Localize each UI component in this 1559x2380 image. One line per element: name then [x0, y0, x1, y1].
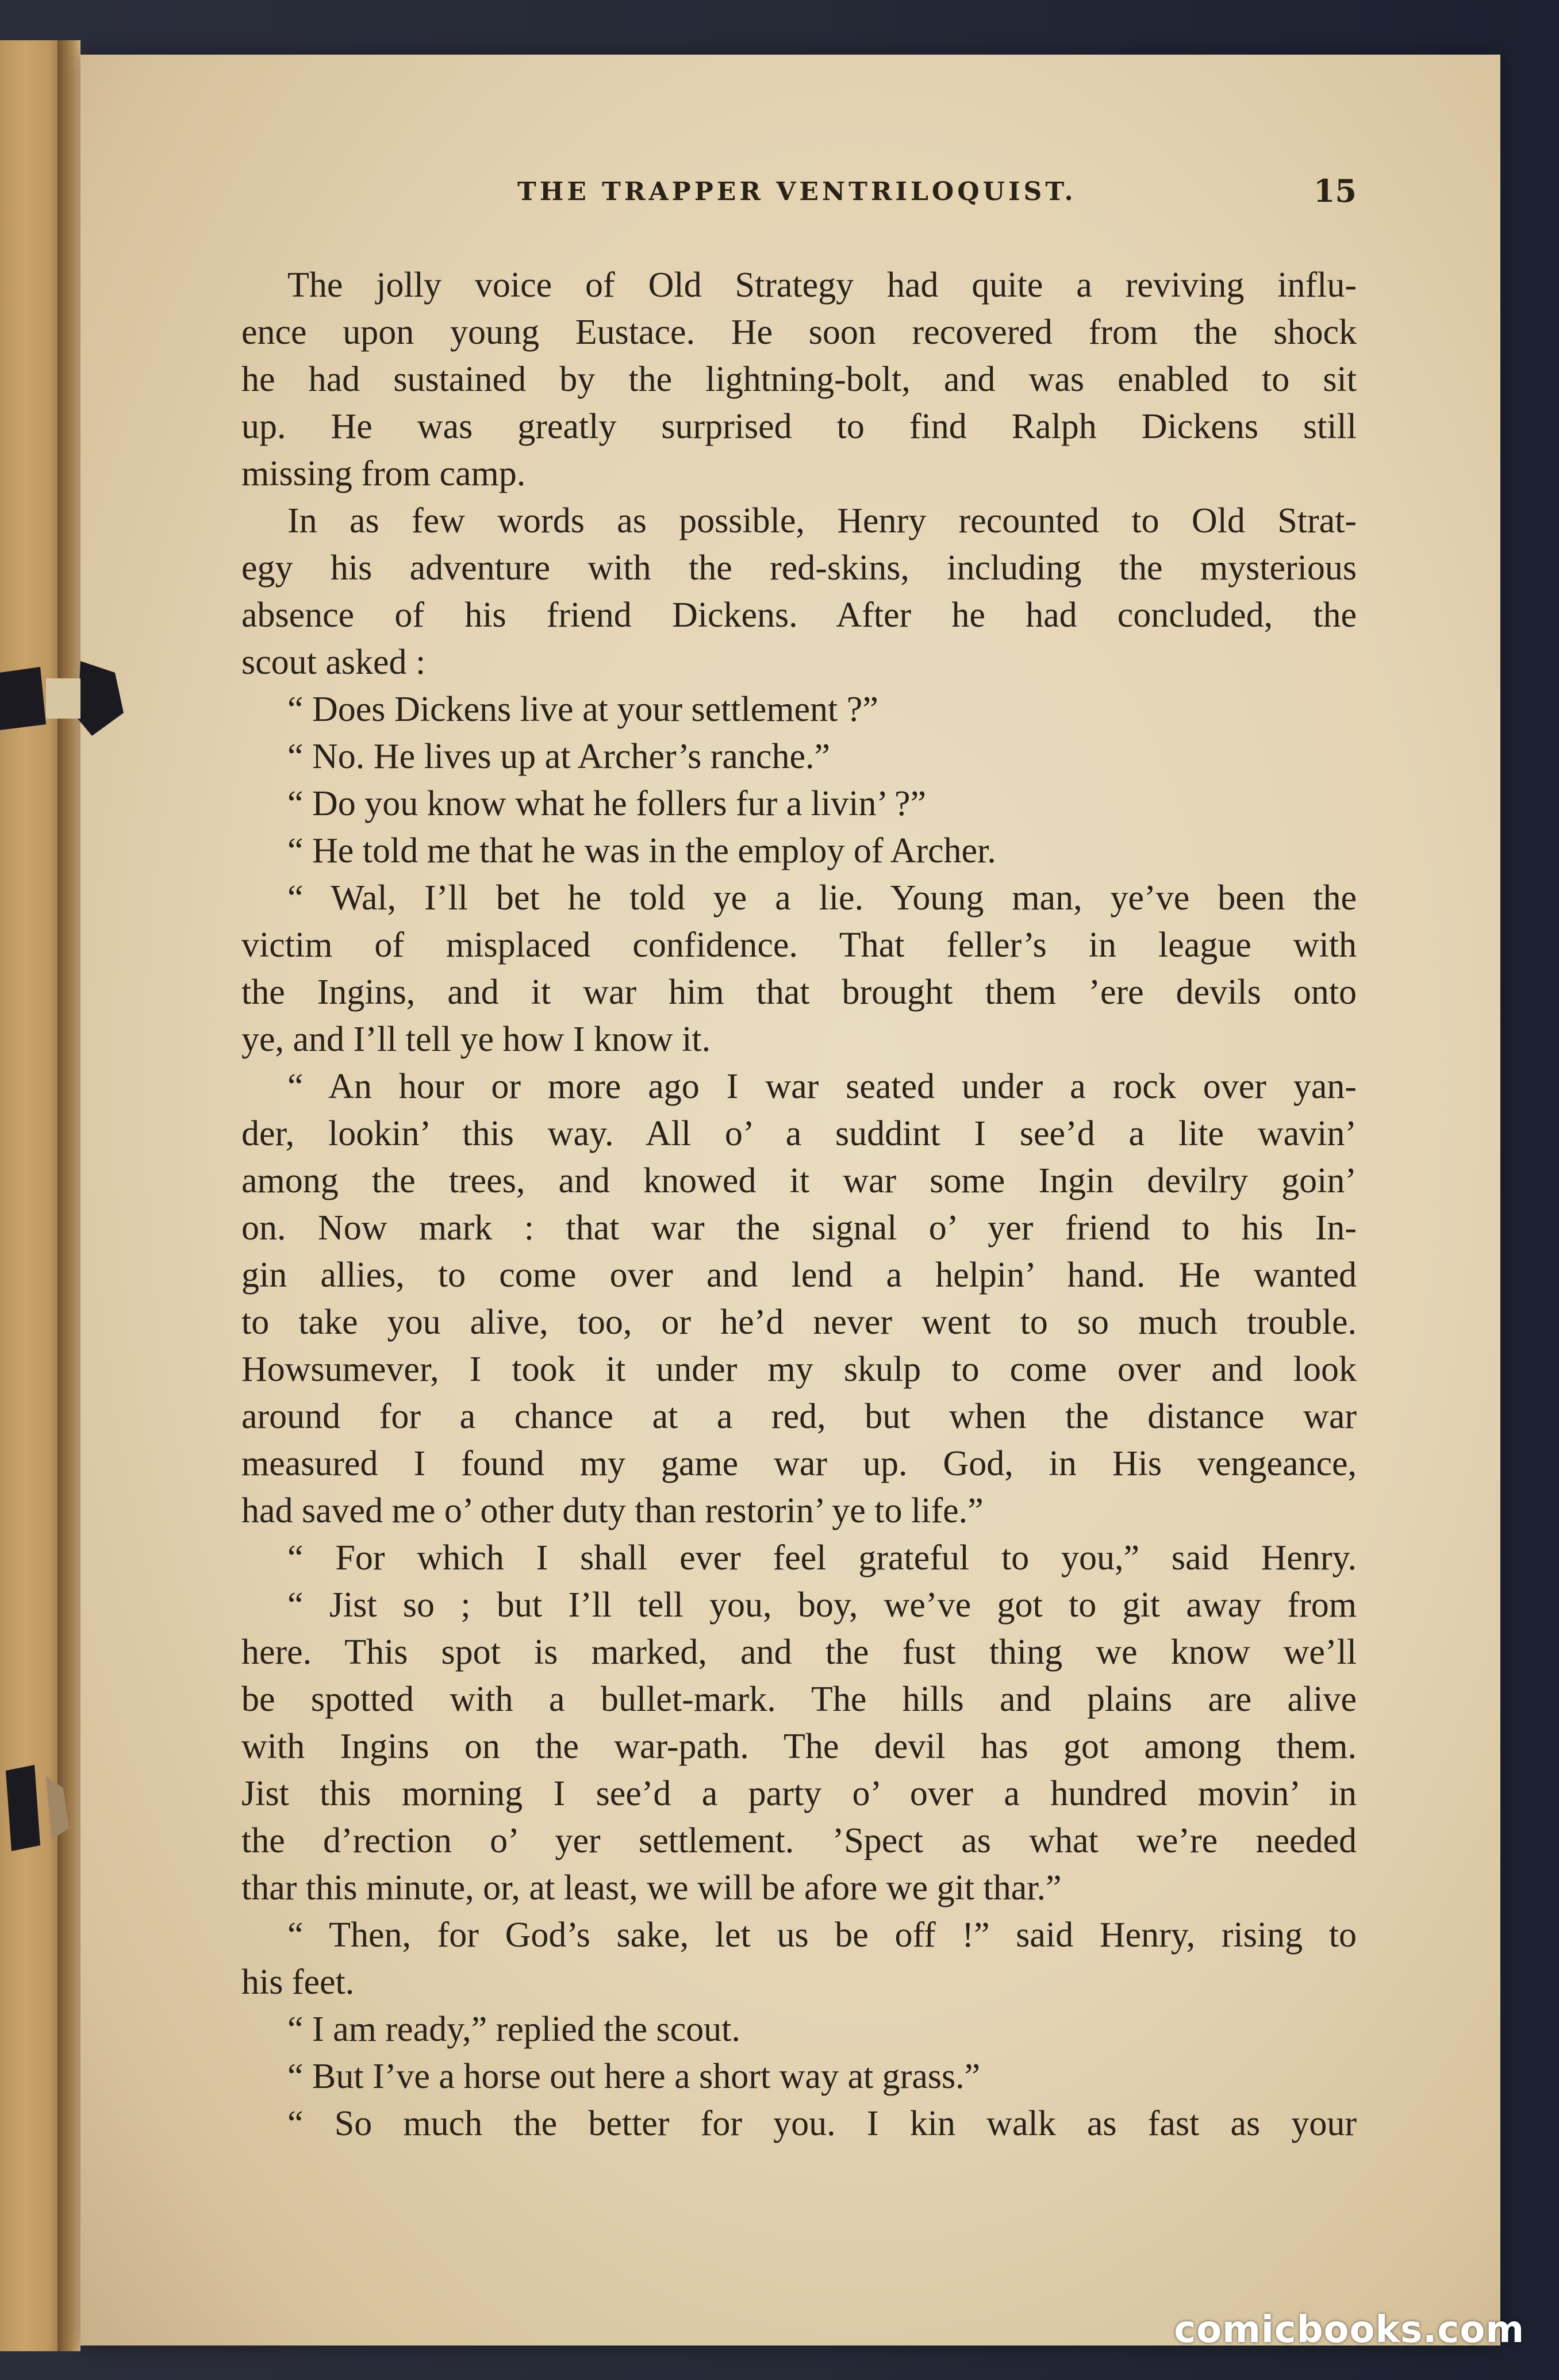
text-line: gin allies, to come over and lend a helpin’ hand. He wanted [241, 1256, 1357, 1295]
text-line: with Ingins on the war-path. The devil has got among them. [241, 1727, 1357, 1766]
text-line: Jist this morning I see’d a party o’ over a hundred movin’ in [241, 1774, 1357, 1813]
text-line: “ I am ready,” replied the scout. [287, 2010, 740, 2049]
text-line: der, lookin’ this way. All o’ a suddint I see’d a lite wavin’ [241, 1114, 1357, 1153]
text-line: here. This spot is marked, and the fust thing we know we’ll [241, 1633, 1357, 1672]
text-line: his feet. [241, 1963, 355, 2002]
text-line: thar this minute, or, at least, we will be afore we git thar.” [241, 1868, 1062, 1907]
text-line: “ Do you know what he follers fur a livin’ ?” [287, 784, 927, 823]
text-line: on. Now mark : that war the signal o’ yer friend to his In- [241, 1208, 1357, 1247]
running-head [241, 172, 1357, 213]
text-line: “ But I’ve a horse out here a short way at grass.” [287, 2057, 981, 2096]
page-number: 15 [1313, 172, 1357, 209]
text-line: “ Wal, I’ll bet he told ye a lie. Young man, ye’ve been the [287, 878, 1357, 918]
text-line: he had sustained by the lightning-bolt, and was enabled to sit [241, 360, 1357, 399]
text-line: ence upon young Eustace. He soon recovered from the shock [241, 313, 1357, 352]
binding-stitch-bottom [0, 1759, 126, 1857]
text-line: the Ingins, and it war him that brought them ’ere devils onto [241, 973, 1357, 1012]
text-line: around for a chance at a red, but when the distance war [241, 1397, 1357, 1436]
text-line: measured I found my game war up. God, in His vengeance, [241, 1444, 1357, 1483]
text-line: “ Does Dickens live at your settlement ?” [287, 690, 878, 729]
binding-stitch-top [0, 650, 126, 747]
text-line: In as few words as possible, Henry recounted to Old Strat- [287, 501, 1357, 540]
text-line: among the trees, and knowed it war some Ingin devilry goin’ [241, 1161, 1357, 1200]
text-line: “ For which I shall ever feel grateful to you,” said Henry. [287, 1538, 1357, 1577]
text-line: ye, and I’ll tell ye how I know it. [241, 1020, 711, 1059]
watermark-logo: comicbooks.com [1174, 2309, 1525, 2351]
text-line: “ Jist so ; but I’ll tell you, boy, we’ve got to git away from [287, 1586, 1357, 1625]
text-line: scout asked : [241, 643, 426, 682]
running-title: THE TRAPPER VENTRILOQUIST. [517, 177, 1077, 206]
text-line: “ He told me that he was in the employ of Archer. [287, 831, 996, 870]
text-line: missing from camp. [241, 454, 526, 493]
text-line: “ So much the better for you. I kin walk as fast as your [287, 2104, 1357, 2143]
text-line: absence of his friend Dickens. After he had concluded, the [241, 596, 1357, 635]
text-line: be spotted with a bullet-mark. The hills and plains are alive [241, 1680, 1357, 1719]
text-line: Howsumever, I took it under my skulp to come over and look [241, 1350, 1357, 1389]
text-line: “ An hour or more ago I war seated under a rock over yan- [287, 1067, 1357, 1106]
text-line: had saved me o’ other duty than restorin’ ye to life.” [241, 1491, 984, 1530]
text-line: to take you alive, too, or he’d never went to so much trouble. [241, 1303, 1357, 1342]
text-line: The jolly voice of Old Strategy had quite a reviving influ- [287, 266, 1357, 305]
text-line: “ Then, for God’s sake, let us be off !” said Henry, rising to [287, 1915, 1357, 1955]
text-line: the d’rection o’ yer settlement. ’Spect as what we’re needed [241, 1821, 1357, 1860]
text-line: victim of misplaced confidence. That feller’s in league with [241, 926, 1357, 965]
text-line: up. He was greatly surprised to find Ralph Dickens still [241, 407, 1357, 446]
text-line: “ No. He lives up at Archer’s ranche.” [287, 737, 830, 776]
body-text [241, 262, 1357, 2147]
spine-fold [57, 40, 80, 2351]
text-line: egy his adventure with the red-skins, including the mysterious [241, 548, 1357, 588]
